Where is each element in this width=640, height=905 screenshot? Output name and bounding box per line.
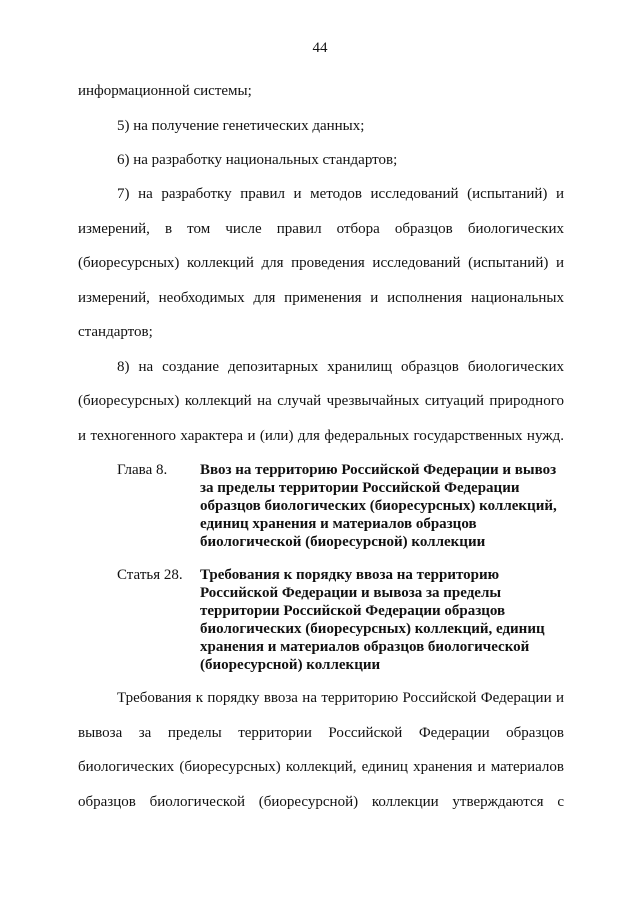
article-title-line: хранения и материалов образцов биологической (200, 639, 530, 655)
list-item-6: 6) на разработку национальных стандартов; (117, 152, 398, 168)
chapter-title-line: образцов биологических (биоресурсных) коллекций, (200, 498, 557, 514)
list-item-8-line: 8) на создание депозитарных хранилищ образцов биологических (117, 359, 564, 375)
list-item-5: 5) на получение генетических данных; (117, 118, 365, 134)
article-title-line: территории Российской Федерации образцов (200, 603, 506, 619)
article-title-line: (биоресурсной) коллекции (200, 657, 381, 673)
list-item-7-line: измерений, необходимых для применения и исполнения национальных (78, 290, 564, 306)
list-item-7-line: 7) на разработку правил и методов исследований (испытаний) и (117, 186, 564, 202)
article-title-line: биологических (биоресурсных) коллекций, единиц (200, 621, 545, 637)
list-item-8-line: (биоресурсных) коллекций на случай чрезвычайных ситуаций природного (78, 393, 564, 409)
page-number: 44 (312, 40, 328, 56)
body-paragraph-line: биологических (биоресурсных) коллекций, единиц хранения и материалов (78, 759, 564, 775)
chapter-title-line: единиц хранения и материалов образцов (200, 516, 477, 532)
article-title-line: Российской Федерации и вывоза за пределы (200, 585, 502, 601)
list-item-7-line: стандартов; (78, 324, 153, 340)
chapter-title-line: Ввоз на территорию Российской Федерации и вывоз (200, 462, 557, 478)
text-line: информационной системы; (78, 83, 252, 99)
chapter-title-line: за пределы территории Российской Федерации (200, 480, 520, 496)
body-paragraph-line: образцов биологической (биоресурсной) коллекции утверждаются с (78, 794, 564, 810)
list-item-7-line: (биоресурсных) коллекций для проведения исследований (испытаний) и (78, 255, 564, 271)
article-title-line: Требования к порядку ввоза на территорию (200, 567, 500, 583)
chapter-label: Глава 8. (117, 462, 168, 478)
article-label: Статья 28. (117, 567, 183, 583)
body-paragraph-line: вывоза за пределы территории Российской Федерации образцов (78, 725, 564, 741)
list-item-7-line: измерений, в том числе правил отбора образцов биологических (78, 221, 564, 237)
list-item-8-line: и техногенного характера и (или) для федеральных государственных нужд. (78, 428, 564, 444)
chapter-title-line: биологической (биоресурсной) коллекции (200, 534, 486, 550)
body-paragraph-line: Требования к порядку ввоза на территорию Российской Федерации и (117, 690, 564, 706)
